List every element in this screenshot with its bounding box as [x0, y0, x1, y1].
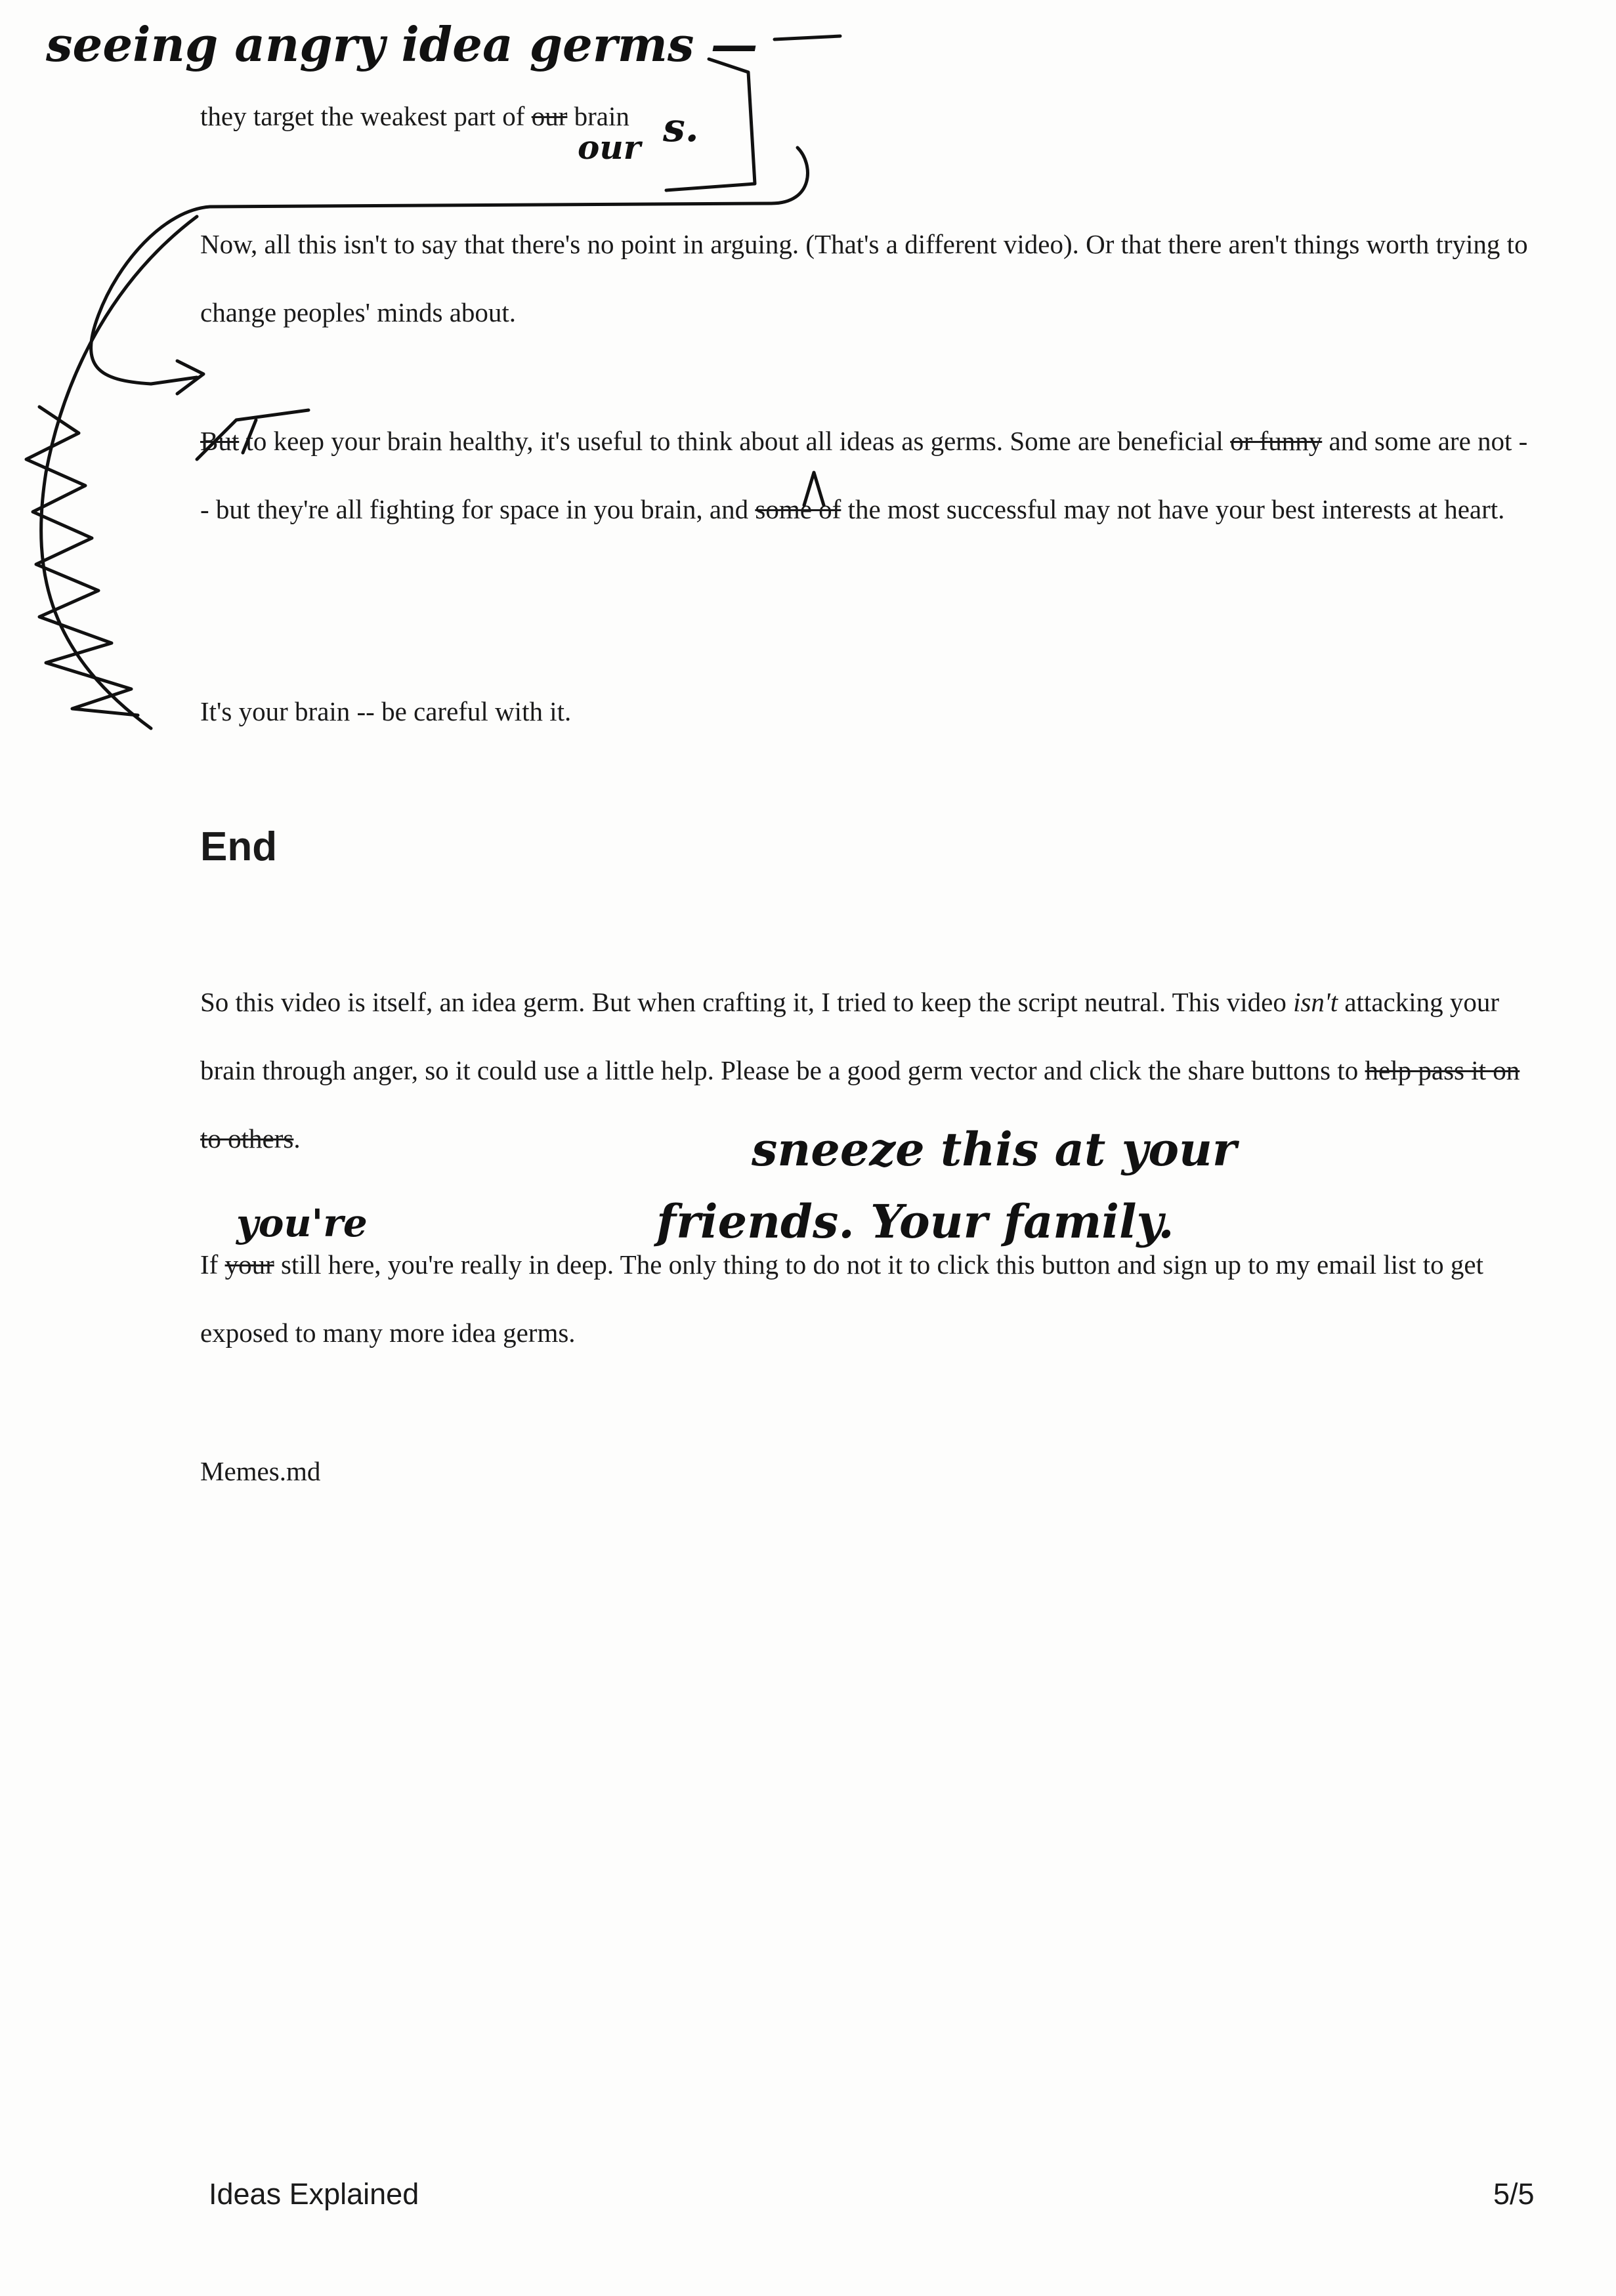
paragraph-ideas-as-germs: But to keep your brain healthy, it's useful to think about all ideas as germs. Some are beneficial or funny and some are not -- but they're all fighting for space in you brain, and some of the most successful may not have your best interests at heart. [200, 426, 1528, 524]
scribble [26, 407, 138, 715]
handwritten-note-our: our [578, 128, 641, 167]
handwritten-note-sneeze-line2: friends. Your family. [656, 1194, 1174, 1249]
handwritten-note-sneeze-line1: sneeze this at your [752, 1122, 1237, 1177]
paragraph-weakest-part: they target the weakest part of our brain [200, 101, 629, 131]
section-heading-end: End [200, 824, 278, 869]
footer-title: Ideas Explained [209, 2177, 419, 2211]
paragraph-be-careful: It's your brain -- be careful with it. [200, 696, 572, 726]
paragraph-idea-germ: So this video is itself, an idea germ. But when crafting it, I tried to keep the script neutral. This video isn't attacking your brain through anger, so it could use a little help. Please be a good germ vector and click the share buttons to help pass it on to others. [200, 987, 1520, 1154]
handwritten-note-youre: you're [236, 1201, 368, 1245]
arrow-curve-long [41, 217, 197, 728]
paragraph-really-in-deep: If your still here, you're really in deep. The only thing to do not it to click this button and sign up to my email list to get exposed to many more idea germs. [200, 1249, 1483, 1348]
handwritten-note-plural-s: s. [663, 105, 699, 151]
paragraph-no-point-arguing: Now, all this isn't to say that there's no point in arguing. (That's a different video). Or that there aren't things worth trying to change peoples' minds about. [200, 229, 1528, 327]
paragraph-memes-md: Memes.md [200, 1456, 321, 1486]
footer-page-number: 5/5 [1493, 2177, 1535, 2211]
arrow-head [177, 361, 203, 394]
top-line-dash [775, 36, 840, 39]
handwritten-note-seeing-angry-idea-germs: seeing angry idea germs — [46, 16, 758, 72]
